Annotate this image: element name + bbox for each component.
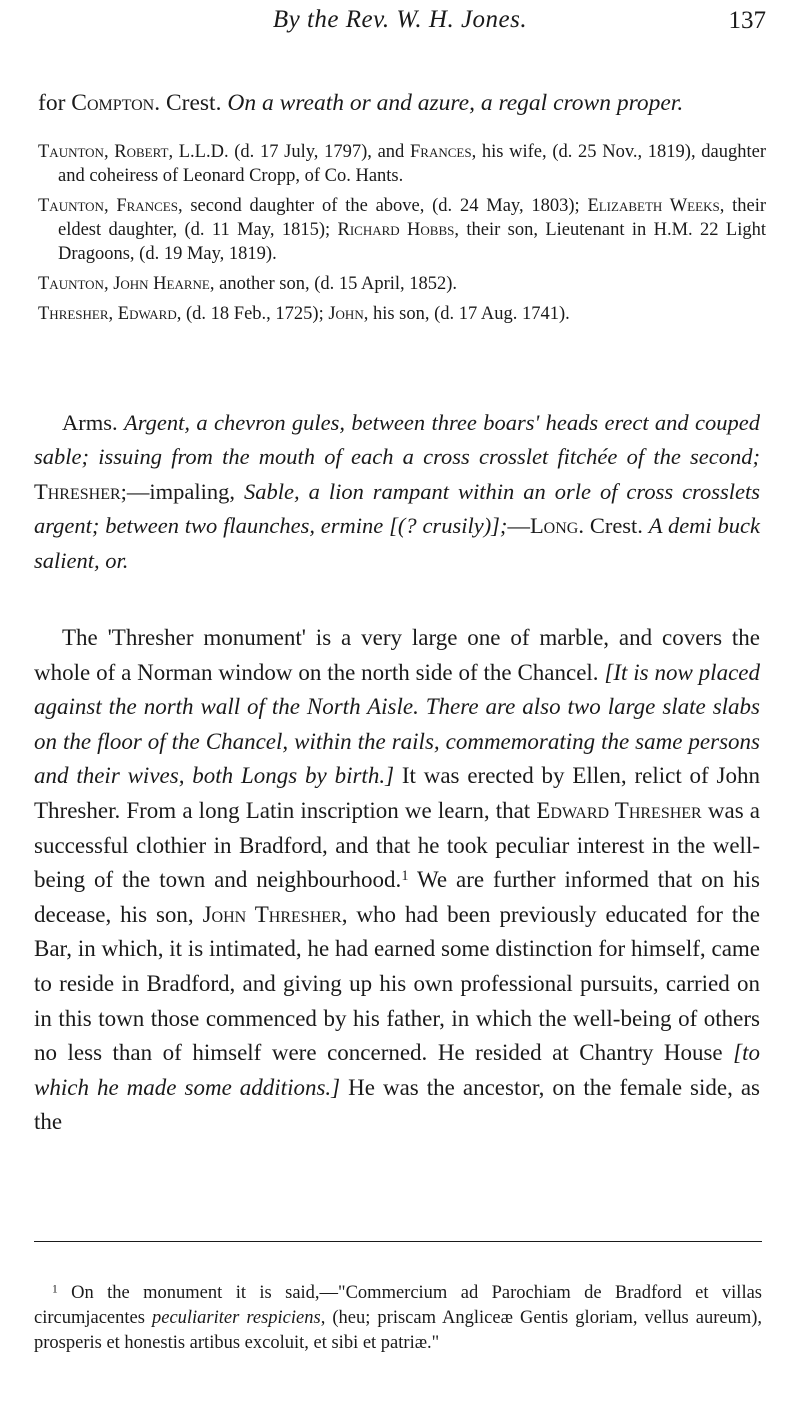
thresher-monument-paragraph: The 'Thresher monument' is a very large one of marble, and covers the whole of a Norman window on the north side of the Chancel. [It is now placed against the north wall of the North Aisle. There are also two large slate slabs on the floor of the Chancel, within the rails, commemorating the same persons and their wives, both Longs by birth.] It was erected by Ellen, relict of John Thresher. From a long Latin inscription we learn, that Edward Thresher was a successful clothier in Bradford, and that he took peculiar interest in the well-being of the town and neighbourhood.$^1$ We are further informed that on his decease, his son, John Thresher, who had been previously educated for the Bar, in which, it is intimated, he had earned some distinction for himself, came to reside in Bradford, and giving up his own professional pursuits, carried on in this town those commenced by his father, in which the well-being of others no less than of himself were concerned. He resided at Chantry House [to which he made some additions.] He was the ancestor, on the female side, as the: [34, 625, 761, 1135]
footnote: $^1$ On the monument it is said,—"Commercium ad Parochiam de Bradford et villas circumjacentes peculiariter respiciens, (heu; priscam Angliceæ Gentis gloriam, vellus aureum), prosperis et honestis artibus excoluit, et sibi et patriæ.": [34, 1282, 763, 1353]
entry-john-hearne-taunton: Taunton, John Hearne, another son, (d. 15 April, 1852).: [38, 274, 458, 294]
footnote-reference: 1: [401, 868, 409, 885]
burial-entries: [38, 140, 766, 332]
entry-robert-taunton: Taunton, Robert, L.L.D. (d. 17 July, 1797), and Frances, his wife, (d. 25 Nov., 1819), daughter and coheiress of Leonard Cropp, of Co. Hants.: [38, 142, 767, 186]
running-header-title: By the Rev. W. H. Jones.: [272, 6, 528, 33]
arms-paragraph: Arms. Argent, a chevron gules, between three boars' heads erect and couped sable; issuing from the mouth of each a cross crosslet fitchée of the second; Thresher;—impaling, Sable, a lion rampant within an orle of cross crosslets argent; between two flaunches, ermine [(? crusily)];—Long. Crest. A demi buck salient, or.: [34, 409, 760, 573]
footnote-mark: 1: [52, 1282, 58, 1295]
entry-frances-taunton: Taunton, Frances, second daughter of the above, (d. 24 May, 1803); Elizabeth Weeks, their eldest daughter, (d. 11 May, 1815); Richard Hobbs, their son, Lieutenant in H.M. 22 Light Dragoons, (d. 19 May, 1819).: [38, 196, 766, 264]
crest-description: On a wreath or and azure, a regal crown proper.: [227, 89, 684, 116]
entry-edward-thresher: Thresher, Edward, (d. 18 Feb., 1725); John, his son, (d. 17 Aug. 1741).: [38, 304, 570, 324]
page-number: 137: [728, 7, 766, 34]
surname-compton: Compton: [71, 89, 155, 116]
intro-paragraph: for Compton. Crest. On a wreath or and azure, a regal crown proper.: [38, 89, 684, 116]
footnote-divider: [34, 1241, 762, 1242]
